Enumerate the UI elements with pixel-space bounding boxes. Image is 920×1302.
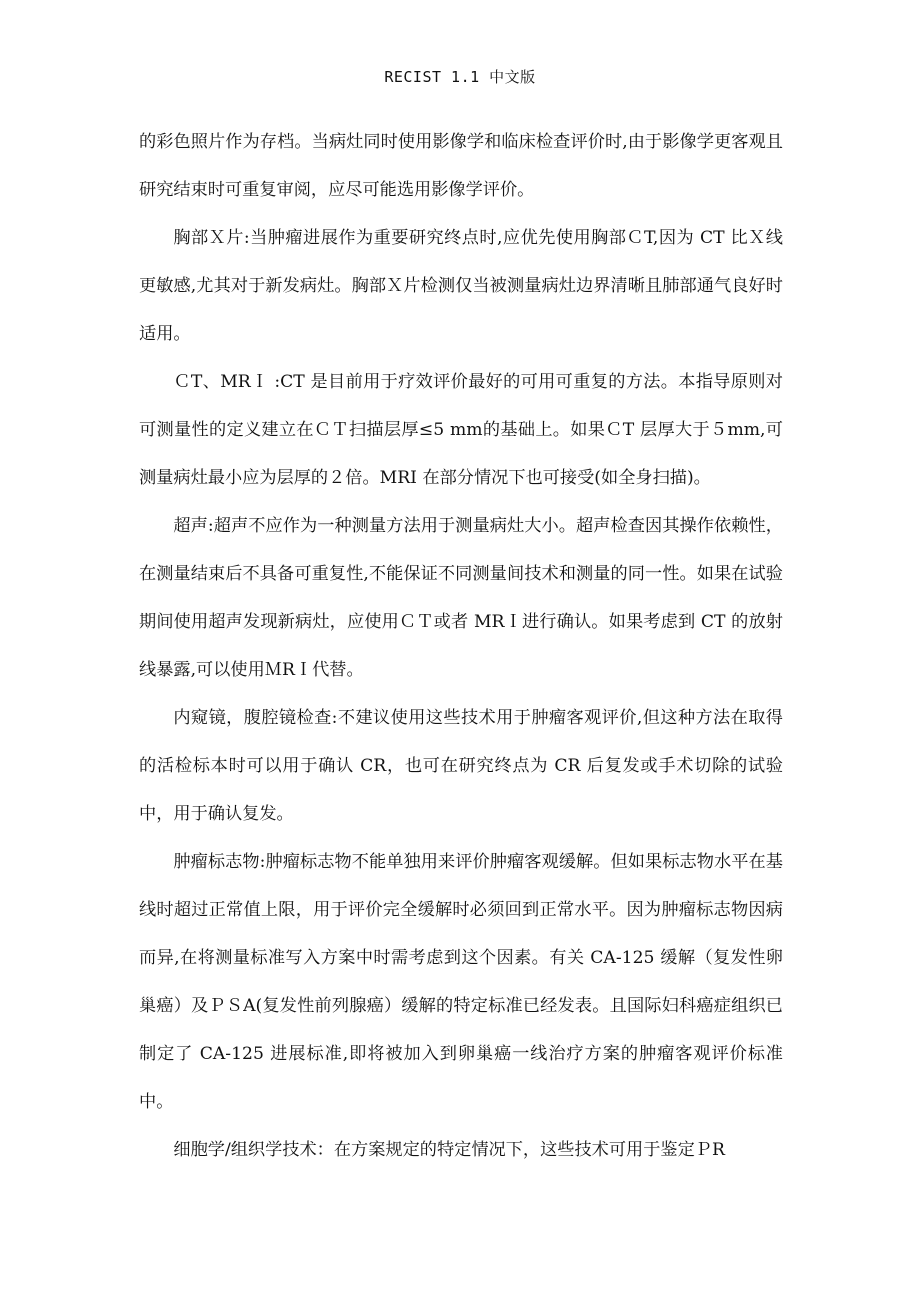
paragraph-chest-xray: 胸部Ｘ片:当肿瘤进展作为重要研究终点时,应优先使用胸部ＣT,因为 CT 比Ｘ线更敏感,尤其对于新发病灶。胸部Ｘ片检测仅当被测量病灶边界清晰且肺部通气良好时适用。 (139, 228, 783, 344)
paragraph-endoscopy: 内窥镜，腹腔镜检查:不建议使用这些技术用于肿瘤客观评价,但这种方法在取得的活检标本时可以用于确认 CR，也可在研究终点为 CR 后复发或手术切除的试验中，用于确认复发。 (139, 708, 783, 824)
paragraph-cytology: 细胞学/组织学技术：在方案规定的特定情况下，这些技术可用于鉴定ＰR (173, 1140, 725, 1160)
page-header-title: RECIST 1.1 中文版 (384, 68, 536, 86)
paragraph-ultrasound: 超声:超声不应作为一种测量方法用于测量病灶大小。超声检查因其操作依赖性，在测量结束后不具备可重复性,不能保证不同测量间技术和测量的同一性。如果在试验期间使用超声发现新病灶，应使用ＣＴ或者 MRＩ进行确认。如果考虑到 CT 的放射线暴露,可以使用ＭRＩ代替。 (139, 516, 783, 680)
paragraph-ct-mri: ＣT、MRＩ :CT 是目前用于疗效评价最好的可用可重复的方法。本指导原则对可测量性的定义建立在ＣＴ扫描层厚≤5 mm的基础上。如果ＣT 层厚大于５mm,可测量病灶最小应为层厚的２倍。MRI 在部分情况下也可接受(如全身扫描)。 (139, 372, 783, 488)
document-body (139, 118, 783, 1174)
paragraph-tumor-markers: 肿瘤标志物:肿瘤标志物不能单独用来评价肿瘤客观缓解。但如果标志物水平在基线时超过正常值上限，用于评价完全缓解时必须回到正常水平。因为肿瘤标志物因病而异,在将测量标准写入方案中时需考虑到这个因素。有关 CA-125 缓解（复发性卵巢癌）及ＰＳA(复发性前列腺癌）缓解的特定标准已经发表。且国际妇科癌症组织已制定了 CA-125 进展标准,即将被加入到卵巢癌一线治疗方案的肿瘤客观评价标准中。 (139, 852, 783, 1112)
paragraph-archival-photos: 的彩色照片作为存档。当病灶同时使用影像学和临床检查评价时,由于影像学更客观且研究结束时可重复审阅，应尽可能选用影像学评价。 (139, 132, 783, 200)
